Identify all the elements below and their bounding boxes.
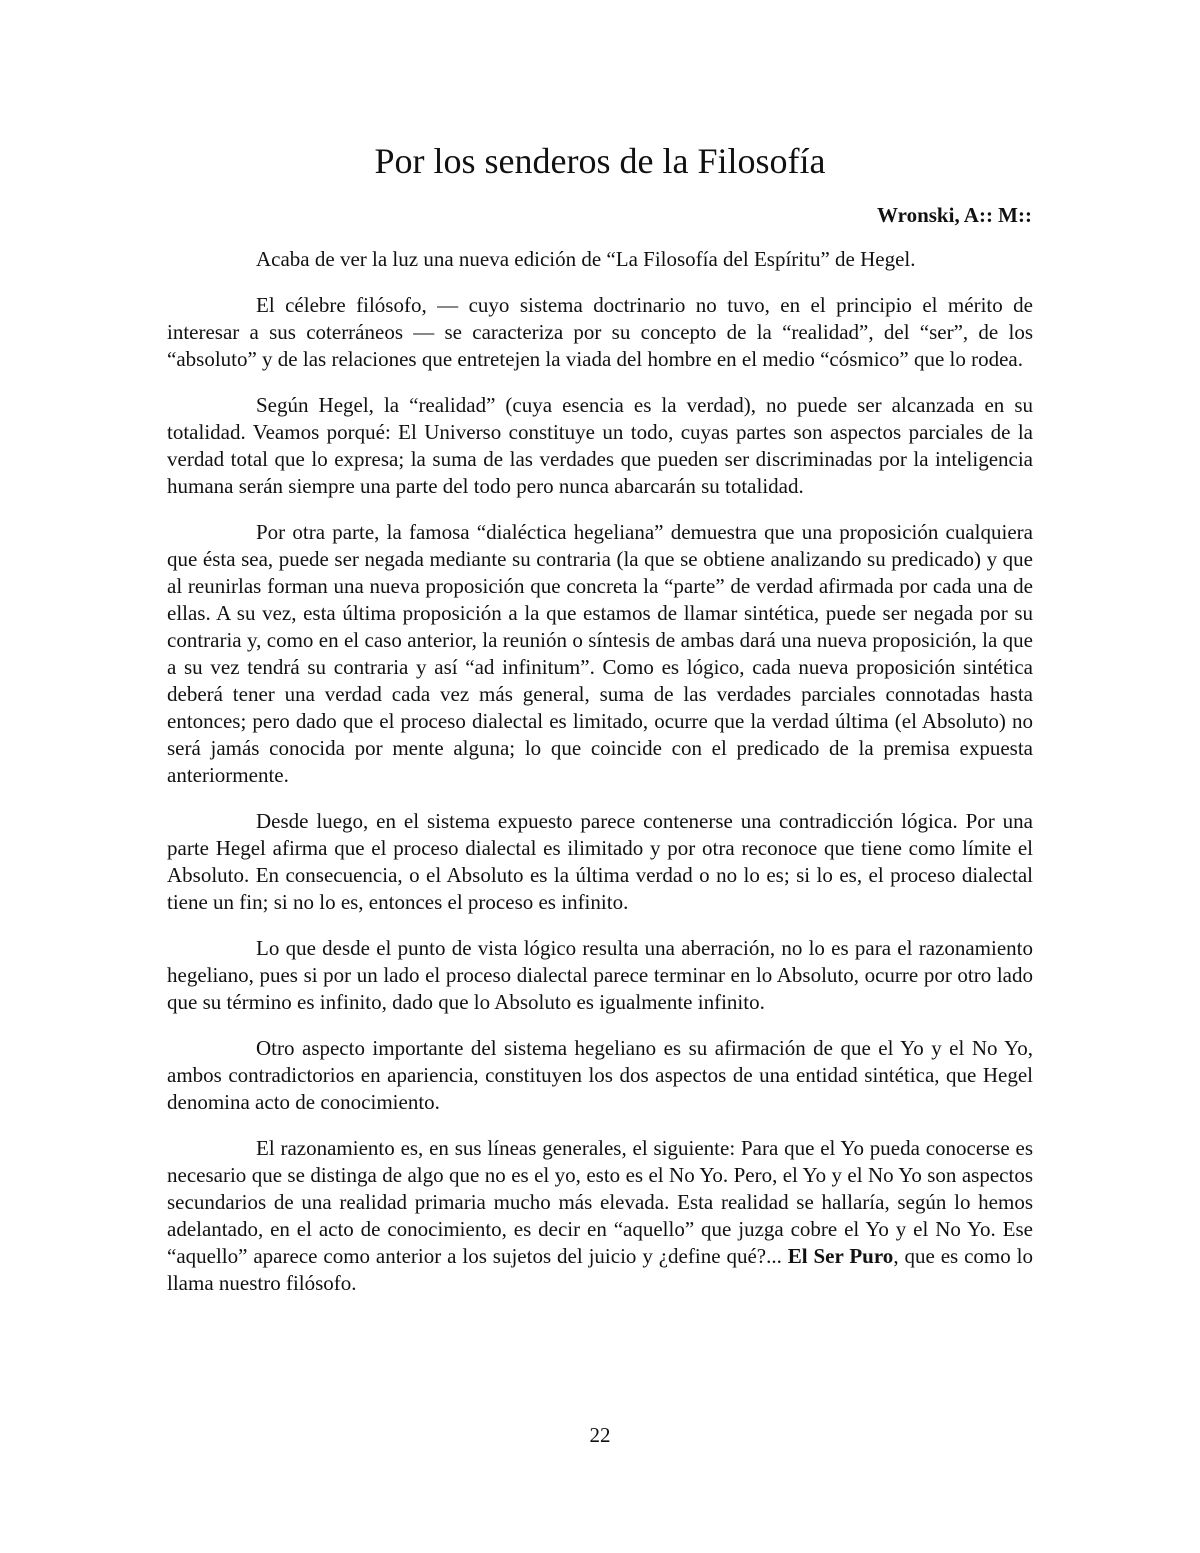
paragraph-7: Otro aspecto importante del sistema hegeliano es su afirmación de que el Yo y el No Yo, ambos contradictorios en apariencia, constituyen los dos aspectos de una entidad sintética, que Hegel denomina acto de conocimiento.	[167, 1036, 1033, 1114]
paragraph-8-bold-term: El Ser Puro	[787, 1244, 894, 1268]
article-body	[167, 246, 1033, 1316]
author-byline: Wronski, A:: M::	[877, 203, 1032, 227]
paragraph-8	[167, 1135, 1033, 1297]
page-number: 22	[589, 1423, 611, 1447]
paragraph-5: Desde luego, en el sistema expuesto parece contenerse una contradicción lógica. Por una parte Hegel afirma que el proceso dialectal es ilimitado y por otra reconoce que tiene como límite el Absoluto. En consecuencia, o el Absoluto es la última verdad o no lo es; si lo es, el proceso dialectal tiene un fin; si no lo es, entonces el proceso es infinito.	[167, 809, 1033, 914]
document-title: Por los senderos de la Filosofía	[374, 141, 826, 181]
paragraph-8-text-start: El razonamiento es, en sus líneas generales, el siguiente: Para que el Yo pueda conocerse es necesario que se distinga de algo que no es el yo, esto es el No Yo. Pero, el Yo y el No Yo son aspectos secundarios de una realidad primaria mucho más elevada. Esta realidad se hallaría, según lo hemos adelantado, en el acto de conocimiento, es decir en “aquello” que juzga cobre el Yo y el No Yo. Ese “aquello” aparece como anterior a los sujetos del juicio y ¿define qué?...	[167, 1136, 1033, 1268]
paragraph-3: Según Hegel, la “realidad” (cuya esencia es la verdad), no puede ser alcanzada en su totalidad. Veamos porqué: El Universo constituye un todo, cuyas partes son aspectos parciales de la verdad total que lo expresa; la suma de las verdades que pueden ser discriminadas por la inteligencia humana serán siempre una parte del todo pero nunca abarcarán su totalidad.	[167, 393, 1033, 498]
paragraph-4: Por otra parte, la famosa “dialéctica hegeliana” demuestra que una proposición cualquiera que ésta sea, puede ser negada mediante su contraria (la que se obtiene analizando su predicado) y que al reunirlas forman una nueva proposición que concreta la “parte” de verdad afirmada por cada una de ellas. A su vez, esta última proposición a la que estamos de llamar sintética, puede ser negada por su contraria y, como en el caso anterior, la reunión o síntesis de ambas dará una nueva proposición, la que a su vez tendrá su contraria y así “ad infinitum”. Como es lógico, cada nueva proposición sintética deberá tener una verdad cada vez más general, suma de las verdades parciales connotadas hasta entonces; pero dado que el proceso dialectal es limitado, ocurre que la verdad última (el Absoluto) no será jamás conocida por mente alguna; lo que coincide con el predicado de la premisa expuesta anteriormente.	[167, 520, 1033, 787]
paragraph-8-text-end: , que es como lo llama nuestro filósofo.	[167, 1244, 1034, 1295]
paragraph-1: Acaba de ver la luz una nueva edición de “La Filosofía del Espíritu” de Hegel.	[256, 247, 916, 271]
paragraph-6: Lo que desde el punto de vista lógico resulta una aberración, no lo es para el razonamiento hegeliano, pues si por un lado el proceso dialectal parece terminar en lo Absoluto, ocurre por otro lado que su término es infinito, dado que lo Absoluto es igualmente infinito.	[167, 936, 1033, 1014]
paragraph-2: El célebre filósofo, — cuyo sistema doctrinario no tuvo, en el principio el mérito de interesar a sus coterráneos — se caracteriza por su concepto de la “realidad”, del “ser”, de los “absoluto” y de las relaciones que entretejen la viada del hombre en el medio “cósmico” que lo rodea.	[167, 293, 1033, 371]
